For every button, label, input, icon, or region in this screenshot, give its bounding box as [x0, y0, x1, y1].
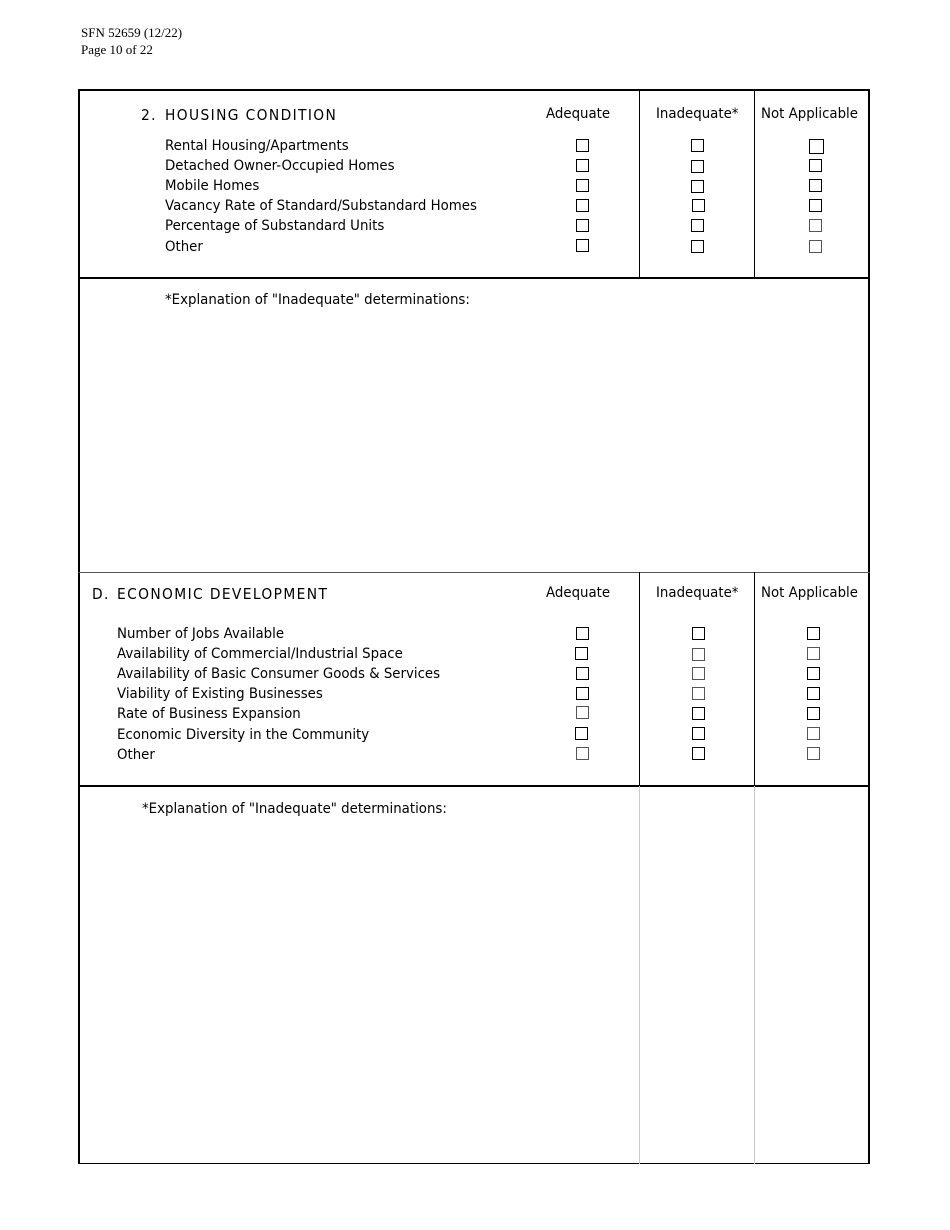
housing-item-label: Percentage of Substandard Units	[165, 218, 385, 234]
section-divider	[78, 572, 870, 573]
economic-item-label: Availability of Basic Consumer Goods & Services	[117, 666, 441, 682]
housing-na-checkbox[interactable]	[809, 240, 822, 253]
economic-explanation-label: *Explanation of "Inadequate" determinations:	[142, 801, 447, 817]
col-adequate: Adequate	[546, 585, 611, 601]
housing-number: 2.	[141, 106, 157, 124]
col-separator	[754, 572, 755, 786]
economic-na-checkbox[interactable]	[807, 687, 820, 700]
housing-item-label: Rental Housing/Apartments	[165, 138, 349, 154]
page-number: Page 10 of 22	[81, 42, 153, 57]
housing-na-checkbox[interactable]	[809, 199, 822, 212]
economic-letter: D.	[92, 585, 110, 603]
col-not-applicable: Not Applicable	[761, 106, 858, 122]
economic-item-label: Other	[117, 747, 155, 763]
economic-inadequate-checkbox[interactable]	[692, 707, 705, 720]
economic-inadequate-checkbox[interactable]	[692, 627, 705, 640]
economic-adequate-checkbox[interactable]	[576, 627, 589, 640]
economic-adequate-checkbox[interactable]	[576, 747, 589, 760]
housing-adequate-checkbox[interactable]	[576, 239, 589, 252]
col-adequate: Adequate	[546, 106, 611, 122]
form-number: SFN 52659 (12/22)	[81, 25, 183, 40]
housing-item-label: Vacancy Rate of Standard/Substandard Homes	[165, 198, 477, 214]
economic-na-checkbox[interactable]	[807, 667, 820, 680]
col-separator	[639, 90, 640, 278]
economic-item-label: Viability of Existing Businesses	[117, 686, 323, 702]
economic-item-label: Number of Jobs Available	[117, 626, 285, 642]
economic-na-checkbox[interactable]	[807, 627, 820, 640]
economic-inadequate-checkbox[interactable]	[692, 727, 705, 740]
economic-adequate-checkbox[interactable]	[576, 687, 589, 700]
housing-na-checkbox[interactable]	[809, 179, 822, 192]
economic-item-label: Economic Diversity in the Community	[117, 727, 370, 743]
housing-inadequate-checkbox[interactable]	[691, 139, 704, 152]
housing-explanation-label: *Explanation of "Inadequate" determinations:	[165, 292, 470, 308]
housing-item-label: Other	[165, 239, 203, 255]
housing-na-checkbox[interactable]	[809, 159, 822, 172]
economic-na-checkbox[interactable]	[807, 707, 820, 720]
economic-title: ECONOMIC DEVELOPMENT	[117, 585, 329, 603]
housing-adequate-checkbox[interactable]	[576, 159, 589, 172]
housing-na-checkbox[interactable]	[809, 139, 824, 154]
economic-na-checkbox[interactable]	[807, 747, 820, 760]
housing-divider	[78, 277, 870, 279]
economic-item-label: Availability of Commercial/Industrial Space	[117, 646, 403, 662]
housing-adequate-checkbox[interactable]	[576, 139, 589, 152]
col-separator	[754, 90, 755, 278]
economic-inadequate-checkbox[interactable]	[692, 648, 705, 661]
housing-inadequate-checkbox[interactable]	[691, 240, 704, 253]
economic-divider	[78, 785, 870, 787]
housing-adequate-checkbox[interactable]	[576, 199, 589, 212]
housing-inadequate-checkbox[interactable]	[691, 219, 704, 232]
housing-adequate-checkbox[interactable]	[576, 219, 589, 232]
housing-explanation-field[interactable]	[82, 312, 866, 568]
economic-adequate-checkbox[interactable]	[575, 727, 588, 740]
economic-adequate-checkbox[interactable]	[575, 647, 588, 660]
economic-inadequate-checkbox[interactable]	[692, 747, 705, 760]
housing-adequate-checkbox[interactable]	[576, 179, 589, 192]
housing-inadequate-checkbox[interactable]	[691, 160, 704, 173]
economic-na-checkbox[interactable]	[807, 647, 820, 660]
col-not-applicable: Not Applicable	[761, 585, 858, 601]
housing-item-label: Mobile Homes	[165, 178, 260, 194]
col-inadequate: Inadequate*	[656, 106, 739, 122]
col-inadequate: Inadequate*	[656, 585, 739, 601]
economic-inadequate-checkbox[interactable]	[692, 667, 705, 680]
economic-explanation-field[interactable]	[82, 822, 866, 1160]
economic-adequate-checkbox[interactable]	[576, 667, 589, 680]
housing-title: HOUSING CONDITION	[165, 106, 338, 124]
housing-na-checkbox[interactable]	[809, 219, 822, 232]
housing-inadequate-checkbox[interactable]	[692, 199, 705, 212]
economic-inadequate-checkbox[interactable]	[692, 687, 705, 700]
housing-item-label: Detached Owner-Occupied Homes	[165, 158, 395, 174]
col-separator	[639, 572, 640, 786]
housing-inadequate-checkbox[interactable]	[691, 180, 704, 193]
economic-adequate-checkbox[interactable]	[576, 706, 589, 719]
economic-item-label: Rate of Business Expansion	[117, 706, 301, 722]
economic-na-checkbox[interactable]	[807, 727, 820, 740]
